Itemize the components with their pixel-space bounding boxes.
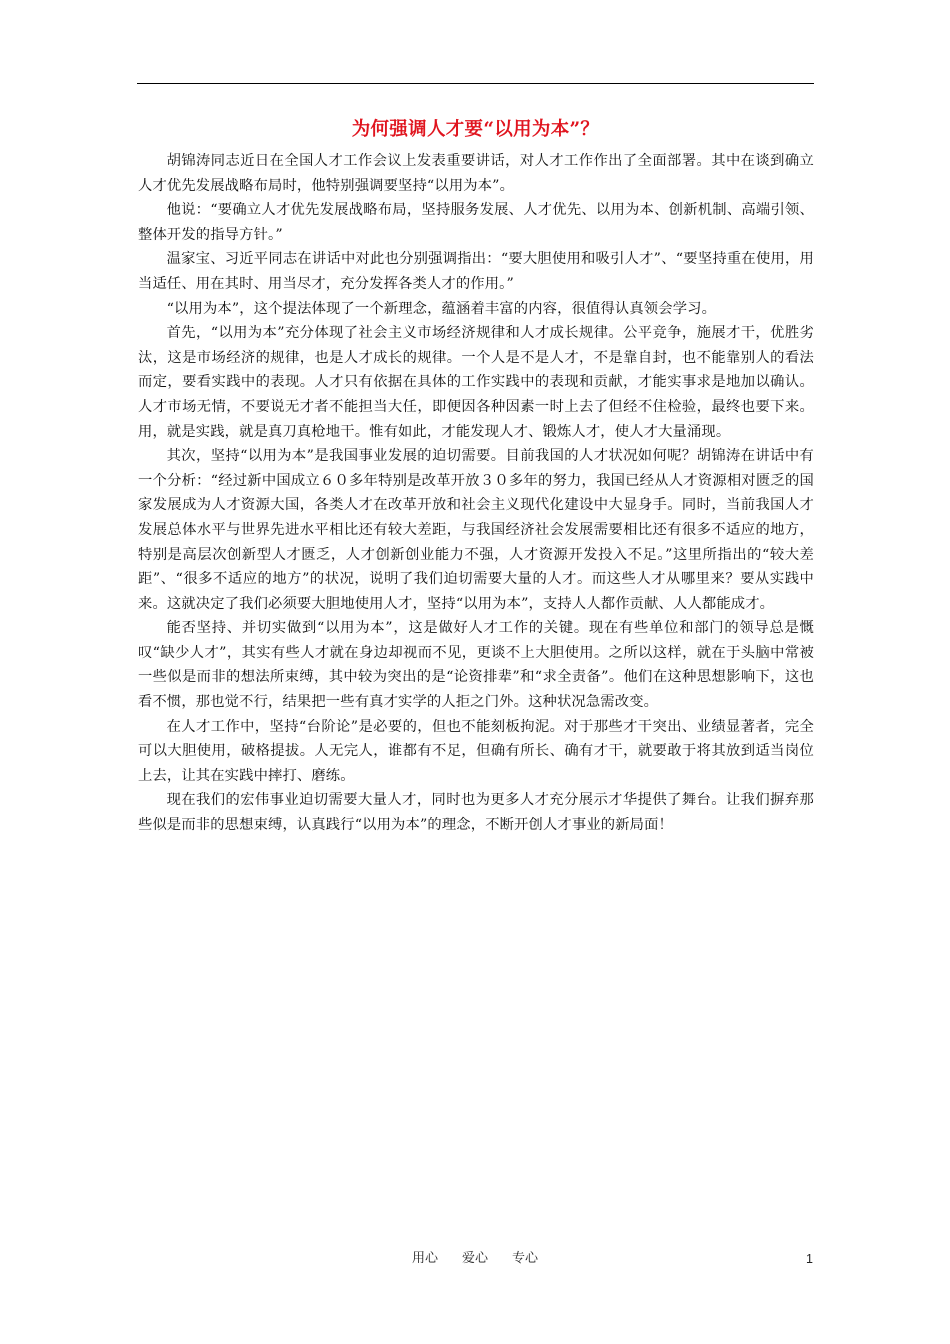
paragraph: 温家宝、习近平同志在讲话中对此也分别强调指出：“要大胆使用和吸引人才”、“要坚持重在使用，用当适任、用在其时、用当尽才，充分发挥各类人才的作用。” (138, 251, 814, 292)
paragraph: 现在我们的宏伟事业迫切需要大量人才，同时也为更多人才充分展示才华提供了舞台。让我们摒弃那些似是而非的思想束缚，认真践行“以用为本”的理念，不断开创人才事业的新局面！ (138, 792, 814, 834)
footer-word: 爱心 (461, 1251, 488, 1266)
footer-word: 专心 (512, 1251, 539, 1266)
paragraph: 首先，“以用为本”充分体现了社会主义市场经济规律和人才成长规律。公平竞争，施展才干，优胜劣汰，这是市场经济的规律，也是人才成长的规律。一个人是不是人才，不是靠自封，也不能靠别人的看法而定，要看实践中的表现。人才只有依据在具体的工作实践中的表现和贡献，才能实事求是地加以确认。人才市场无情，不要说无才者不能担当大任，即便因各种因素一时上去了但经不住检验，最终也要下来。用，就是实践，就是真刀真枪地干。惟有如此，才能发现人才、锻炼人才，使人才大量涌现。 (138, 325, 814, 440)
page-number: 1 (806, 1252, 813, 1266)
paragraph: 在人才工作中，坚持“台阶论”是必要的，但也不能刻板拘泥。对于那些才干突出、业绩显著者，完全可以大胆使用，破格提拔。人无完人，谁都有不足，但确有所长、确有才干，就要敢于将其放到适当岗位上去，让其在实践中摔打、磨练。 (138, 718, 814, 784)
header-rule (137, 83, 814, 84)
paragraph: 其次，坚持“以用为本”是我国事业发展的迫切需要。目前我国的人才状况如何呢？胡锦涛在讲话中有一个分析：“经过新中国成立６０多年特别是改革开放３０多年的努力，我国已经从人才资源相对匮乏的国家发展成为人才资源大国，各类人才在改革开放和社会主义现代化建设中大显身手。同时，当前我国人才发展总体水平与世界先进水平相比还有较大差距，与我国经济社会发展需要相比还有很多不适应的地方，特别是高层次创新型人才匮乏，人才创新创业能力不强，人才资源开发投入不足。”这里所指出的“较大差距”、“很多不适应的地方”的状况，说明了我们迫切需要大量的人才。而这些人才从哪里来？要从实践中来。这就决定了我们必须要大胆地使用人才，坚持“以用为本”，支持人人都作贡献、人人都能成才。 (138, 448, 814, 612)
paragraph: 能否坚持、并切实做到“以用为本”，这是做好人才工作的关键。现在有些单位和部门的领导总是慨叹“缺少人才”，其实有些人才就在身边却视而不见，更谈不上大胆使用。之所以这样，就在于头脑中常被一些似是而非的想法所束缚，其中较为突出的是“论资排辈”和“求全责备”。他们在这种思想影响下，这也看不惯，那也觉不行，结果把一些有真才实学的人拒之门外。这种状况急需改变。 (138, 620, 814, 711)
footer-motto (380, 1250, 570, 1268)
footer-word: 用心 (411, 1251, 438, 1266)
paragraph: 他说：“要确立人才优先发展战略布局，坚持服务发展、人才优先、以用为本、创新机制、高端引领、整体开发的指导方针。” (138, 202, 814, 243)
document-body (138, 149, 814, 838)
document-title: 为何强调人才要“以用为本”？ (351, 119, 600, 140)
paragraph: “以用为本”，这个提法体现了一个新理念，蕴涵着丰富的内容，很值得认真领会学习。 (166, 300, 717, 317)
paragraph: 胡锦涛同志近日在全国人才工作会议上发表重要讲话，对人才工作作出了全面部署。其中在谈到确立人才优先发展战略布局时，他特别强调要坚持“以用为本”。 (138, 153, 814, 194)
